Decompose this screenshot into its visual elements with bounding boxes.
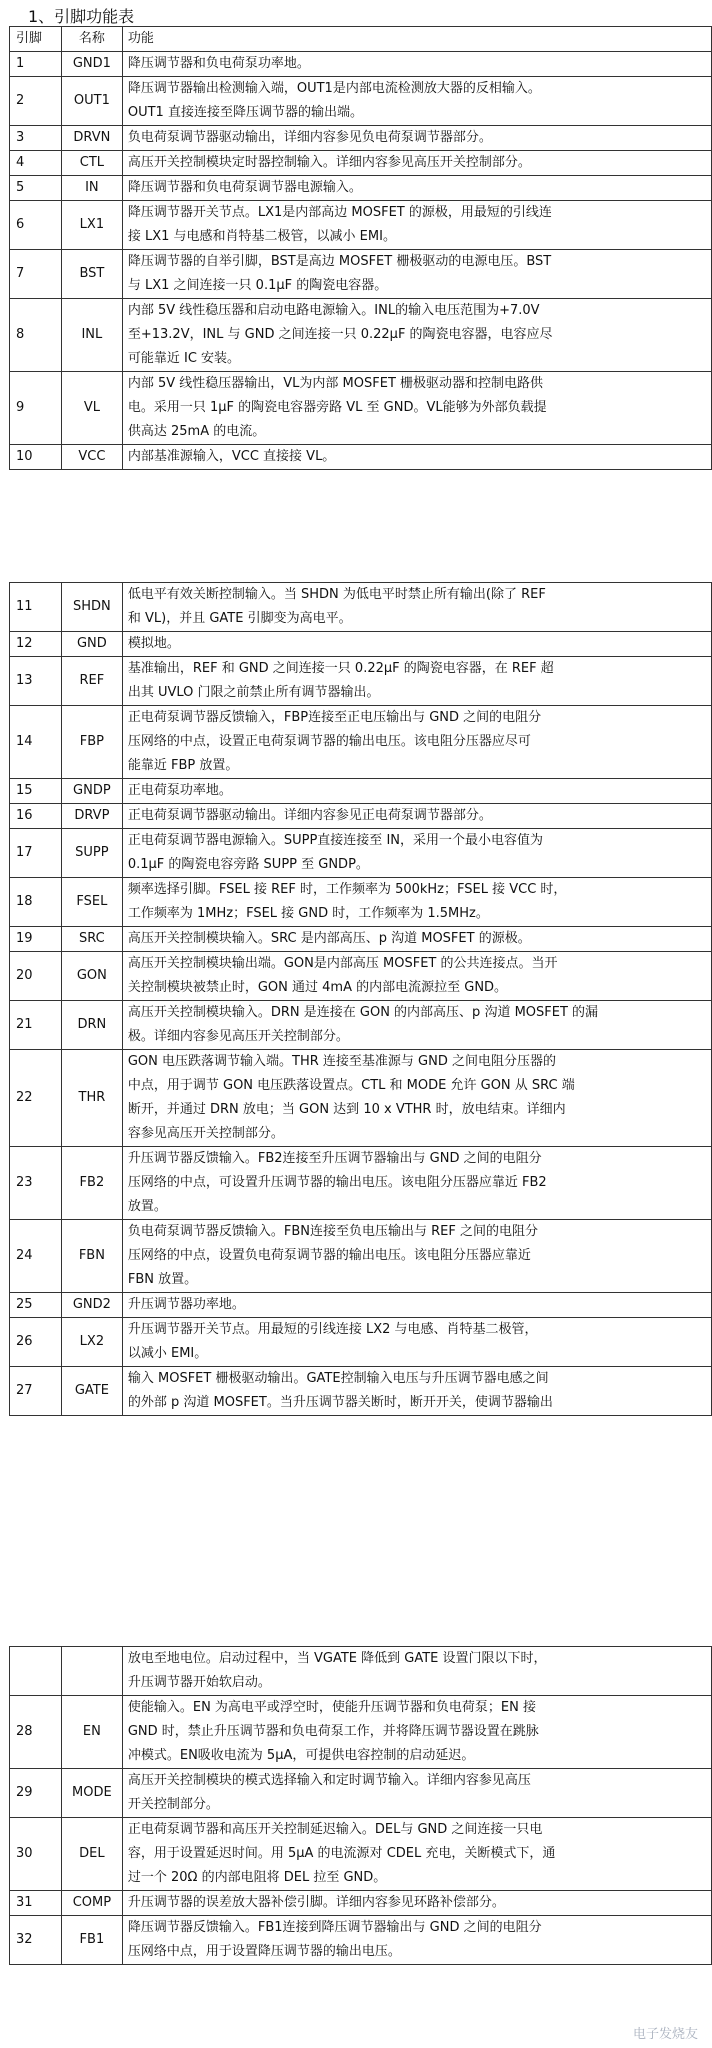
table-row bbox=[10, 201, 712, 250]
pin-name: DEL bbox=[61, 1818, 122, 1891]
pin-number: 13 bbox=[10, 657, 62, 706]
pin-name: THR bbox=[61, 1050, 122, 1147]
pin-number: 28 bbox=[10, 1696, 62, 1769]
pin-name: VCC bbox=[61, 445, 122, 470]
function-line: 负电荷泵调节器反馈输入。FBN连接至负电压输出与 REF 之间的电阻分 bbox=[127, 1224, 538, 1239]
pin-name: INL bbox=[61, 299, 122, 372]
table-row bbox=[10, 1147, 712, 1220]
watermark: 电子发烧友 bbox=[632, 2027, 698, 2042]
pin-number: 1 bbox=[10, 52, 62, 77]
function-line: 模拟地。 bbox=[127, 636, 180, 651]
function-line: 可能靠近 IC 安装。 bbox=[127, 351, 241, 366]
pin-name: OUT1 bbox=[61, 77, 122, 126]
function-line: 工作频率为 1MHz；FSEL 接 GND 时，工作频率为 1.5MHz。 bbox=[127, 906, 489, 921]
pin-number: 29 bbox=[10, 1769, 62, 1818]
function-line: 冲模式。EN吸收电流为 5μA，可提供电容控制的启动延迟。 bbox=[127, 1748, 475, 1763]
function-line: 降压调节器开关节点。LX1是内部高边 MOSFET 的源极，用最短的引线连 bbox=[127, 205, 552, 220]
pin-number: 9 bbox=[10, 372, 62, 445]
pin-number: 22 bbox=[10, 1050, 62, 1147]
pin-function bbox=[122, 151, 711, 176]
function-line: 开关控制部分。 bbox=[127, 1797, 219, 1812]
table-row bbox=[10, 77, 712, 126]
pin-function bbox=[122, 927, 711, 952]
pin-number: 14 bbox=[10, 706, 62, 779]
pin-function bbox=[122, 706, 711, 779]
function-line: 接 LX1 与电感和肖特基二极管，以减小 EMI。 bbox=[127, 229, 396, 244]
pin-name: REF bbox=[61, 657, 122, 706]
pin-name: GND1 bbox=[61, 52, 122, 77]
pin-name: GATE bbox=[61, 1367, 122, 1416]
pin-name: FB2 bbox=[61, 1147, 122, 1220]
pin-name: DRVP bbox=[61, 804, 122, 829]
pin-name: EN bbox=[61, 1696, 122, 1769]
pin-number: 18 bbox=[10, 878, 62, 927]
function-line: 频率选择引脚。FSEL 接 REF 时，工作频率为 500kHz；FSEL 接 VCC 时， bbox=[127, 882, 567, 897]
function-line: 压网络的中点，设置正电荷泵调节器的输出电压。该电阻分压器应尽可 bbox=[127, 734, 531, 749]
header-function: 功能 bbox=[122, 27, 711, 52]
pin-number: 12 bbox=[10, 632, 62, 657]
pin-function bbox=[122, 583, 711, 632]
function-line: 容参见高压开关控制部分。 bbox=[127, 1126, 284, 1141]
function-line: 出其 UVLO 门限之前禁止所有调节器输出。 bbox=[127, 685, 380, 700]
table-row bbox=[10, 250, 712, 299]
table-row bbox=[10, 151, 712, 176]
table-row bbox=[10, 1367, 712, 1416]
pin-function bbox=[122, 1696, 711, 1769]
function-line: 高压开关控制模块输入。DRN 是连接在 GON 的内部高压、p 沟道 MOSFET 的漏 bbox=[127, 1005, 599, 1020]
pin-function bbox=[122, 299, 711, 372]
pin-name: DRVN bbox=[61, 126, 122, 151]
pin-name: GND2 bbox=[61, 1293, 122, 1318]
function-line: 和 VL)，并且 GATE 引脚变为高电平。 bbox=[127, 611, 352, 626]
pin-function bbox=[122, 1769, 711, 1818]
pin-name: CTL bbox=[61, 151, 122, 176]
header-pin: 引脚 bbox=[10, 27, 62, 52]
pin-number: 7 bbox=[10, 250, 62, 299]
table-row bbox=[10, 1001, 712, 1050]
pin-number: 16 bbox=[10, 804, 62, 829]
pin-number: 17 bbox=[10, 829, 62, 878]
pin-name: FB1 bbox=[61, 1916, 122, 1965]
function-line: 降压调节器反馈输入。FB1连接到降压调节器输出与 GND 之间的电阻分 bbox=[127, 1920, 542, 1935]
table-row bbox=[10, 52, 712, 77]
pin-name: SHDN bbox=[61, 583, 122, 632]
pin-name: FSEL bbox=[61, 878, 122, 927]
function-line: 升压调节器功率地。 bbox=[127, 1297, 245, 1312]
function-line: 降压调节器和负电荷泵功率地。 bbox=[127, 56, 310, 71]
pin-table-part1 bbox=[9, 26, 712, 470]
pin-number: 25 bbox=[10, 1293, 62, 1318]
pin-number: 6 bbox=[10, 201, 62, 250]
table-row bbox=[10, 1050, 712, 1147]
pin-function bbox=[122, 1367, 711, 1416]
function-line: 压网络的中点，设置负电荷泵调节器的输出电压。该电阻分压器应靠近 bbox=[127, 1248, 531, 1263]
pin-number: 15 bbox=[10, 779, 62, 804]
table-row bbox=[10, 176, 712, 201]
pin-name: BST bbox=[61, 250, 122, 299]
function-line: 正电荷泵调节器和高压开关控制延迟输入。DEL与 GND 之间连接一只电 bbox=[127, 1822, 543, 1837]
pin-number: 5 bbox=[10, 176, 62, 201]
page-title: 1、引脚功能表 bbox=[28, 7, 135, 26]
pin-table-part2 bbox=[9, 582, 712, 1416]
pin-number: 30 bbox=[10, 1818, 62, 1891]
function-line: 能靠近 FBP 放置。 bbox=[127, 758, 239, 773]
pin-number: 11 bbox=[10, 583, 62, 632]
table-row bbox=[10, 632, 712, 657]
pin-number: 19 bbox=[10, 927, 62, 952]
pin-function bbox=[122, 176, 711, 201]
function-line: 负电荷泵调节器驱动输出，详细内容参见负电荷泵调节器部分。 bbox=[127, 130, 492, 145]
pin-number: 23 bbox=[10, 1147, 62, 1220]
pin-function bbox=[122, 1001, 711, 1050]
pin-function bbox=[122, 201, 711, 250]
function-line: 至+13.2V，INL 与 GND 之间连接一只 0.22μF 的陶瓷电容器，电容应尽 bbox=[127, 327, 553, 342]
table-row bbox=[10, 583, 712, 632]
table-row bbox=[10, 445, 712, 470]
function-line: 基准输出，REF 和 GND 之间连接一只 0.22μF 的陶瓷电容器，在 REF 超 bbox=[127, 661, 554, 676]
pin-function bbox=[122, 657, 711, 706]
pin-name: SUPP bbox=[61, 829, 122, 878]
pin-function bbox=[122, 1891, 711, 1916]
pin-function bbox=[122, 372, 711, 445]
table-row bbox=[10, 1293, 712, 1318]
function-line: 正电荷泵功率地。 bbox=[127, 783, 232, 798]
pin-function bbox=[122, 126, 711, 151]
pin-name: GON bbox=[61, 952, 122, 1001]
pin-name: LX1 bbox=[61, 201, 122, 250]
pin-name: SRC bbox=[61, 927, 122, 952]
pin-name bbox=[61, 1647, 122, 1696]
table-row bbox=[10, 299, 712, 372]
table-row bbox=[10, 1318, 712, 1367]
pin-number: 32 bbox=[10, 1916, 62, 1965]
function-line: 压网络的中点，可设置升压调节器的输出电压。该电阻分压器应靠近 FB2 bbox=[127, 1175, 547, 1190]
pin-number: 2 bbox=[10, 77, 62, 126]
pin-function bbox=[122, 804, 711, 829]
pin-function bbox=[122, 878, 711, 927]
table-row bbox=[10, 1818, 712, 1891]
function-line: 内部 5V 线性稳压器输出，VL为内部 MOSFET 栅极驱动器和控制电路供 bbox=[127, 376, 544, 391]
pin-function bbox=[122, 1220, 711, 1293]
pin-name: IN bbox=[61, 176, 122, 201]
table-row bbox=[10, 1891, 712, 1916]
pin-function bbox=[122, 52, 711, 77]
table-row bbox=[10, 1647, 712, 1696]
function-line: 断开，并通过 DRN 放电；当 GON 达到 10 x VTHR 时，放电结束。详细内 bbox=[127, 1102, 566, 1117]
pin-name: GND bbox=[61, 632, 122, 657]
pin-name: LX2 bbox=[61, 1318, 122, 1367]
function-line: 压网络中点，用于设置降压调节器的输出电压。 bbox=[127, 1944, 401, 1959]
pin-function bbox=[122, 779, 711, 804]
function-line: 极。详细内容参见高压开关控制部分。 bbox=[127, 1029, 349, 1044]
pin-function bbox=[122, 1818, 711, 1891]
pin-function bbox=[122, 77, 711, 126]
function-line: 的外部 p 沟道 MOSFET。当升压调节器关断时，断开开关，使调节器输出 bbox=[127, 1395, 553, 1410]
table-row bbox=[10, 952, 712, 1001]
pin-number: 31 bbox=[10, 1891, 62, 1916]
table-row bbox=[10, 927, 712, 952]
function-line: 放电至地电位。启动过程中，当 VGATE 降低到 GATE 设置门限以下时， bbox=[127, 1651, 547, 1666]
function-line: 升压调节器开关节点。用最短的引线连接 LX2 与电感、肖特基二极管， bbox=[127, 1322, 538, 1337]
pin-number: 27 bbox=[10, 1367, 62, 1416]
function-line: 高压开关控制模块定时器控制输入。详细内容参见高压开关控制部分。 bbox=[127, 155, 531, 170]
table-row bbox=[10, 829, 712, 878]
pin-function bbox=[122, 1050, 711, 1147]
function-line: 内部 5V 线性稳压器和启动电路电源输入。INL的输入电压范围为+7.0V bbox=[127, 303, 540, 318]
table-row bbox=[10, 804, 712, 829]
pin-number: 21 bbox=[10, 1001, 62, 1050]
function-line: 过一个 20Ω 的内部电阻将 DEL 拉至 GND。 bbox=[127, 1870, 387, 1885]
pin-number: 20 bbox=[10, 952, 62, 1001]
pin-name: COMP bbox=[61, 1891, 122, 1916]
function-line: 使能输入。EN 为高电平或浮空时，使能升压调节器和负电荷泵；EN 接 bbox=[127, 1700, 537, 1715]
table-row bbox=[10, 657, 712, 706]
pin-function bbox=[122, 1293, 711, 1318]
table-row bbox=[10, 779, 712, 804]
function-line: 电。采用一只 1μF 的陶瓷电容器旁路 VL 至 GND。VL能够为外部负载提 bbox=[127, 400, 547, 415]
function-line: 正电荷泵调节器驱动输出。详细内容参见正电荷泵调节器部分。 bbox=[127, 808, 492, 823]
function-line: 降压调节器和负电荷泵调节器电源输入。 bbox=[127, 180, 362, 195]
function-line: 降压调节器输出检测输入端，OUT1是内部电流检测放大器的反相输入。 bbox=[127, 81, 541, 96]
pin-function bbox=[122, 952, 711, 1001]
table-row bbox=[10, 878, 712, 927]
function-line: 容，用于设置延迟时间。用 5μA 的电流源对 CDEL 充电，关断模式下，通 bbox=[127, 1846, 556, 1861]
table-row bbox=[10, 1916, 712, 1965]
table-row bbox=[10, 126, 712, 151]
pin-function bbox=[122, 1647, 711, 1696]
function-line: 0.1μF 的陶瓷电容旁路 SUPP 至 GNDP。 bbox=[127, 857, 369, 872]
pin-number: 3 bbox=[10, 126, 62, 151]
pin-function bbox=[122, 632, 711, 657]
pin-function bbox=[122, 250, 711, 299]
pin-function bbox=[122, 1916, 711, 1965]
pin-name: GNDP bbox=[61, 779, 122, 804]
function-line: FBN 放置。 bbox=[127, 1272, 198, 1287]
pin-number: 4 bbox=[10, 151, 62, 176]
function-line: 关控制模块被禁止时，GON 通过 4mA 的内部电流源拉至 GND。 bbox=[127, 980, 508, 995]
function-line: 低电平有效关断控制输入。当 SHDN 为低电平时禁止所有输出(除了 REF bbox=[127, 587, 546, 602]
function-line: 高压开关控制模块输出端。GON是内部高压 MOSFET 的公共连接点。当开 bbox=[127, 956, 558, 971]
table-row bbox=[10, 1769, 712, 1818]
function-line: 输入 MOSFET 栅极驱动输出。GATE控制输入电压与升压调节器电感之间 bbox=[127, 1371, 549, 1386]
table-header-row bbox=[10, 27, 712, 52]
function-line: 高压开关控制模块输入。SRC 是内部高压、p 沟道 MOSFET 的源极。 bbox=[127, 931, 531, 946]
header-name: 名称 bbox=[61, 27, 122, 52]
pin-name: DRN bbox=[61, 1001, 122, 1050]
pin-number: 8 bbox=[10, 299, 62, 372]
function-line: 与 LX1 之间连接一只 0.1μF 的陶瓷电容器。 bbox=[127, 278, 388, 293]
pin-name: VL bbox=[61, 372, 122, 445]
pin-name: FBN bbox=[61, 1220, 122, 1293]
function-line: 供高达 25mA 的电流。 bbox=[127, 424, 266, 439]
pin-function bbox=[122, 445, 711, 470]
function-line: 正电荷泵调节器反馈输入，FBP连接至正电压输出与 GND 之间的电阻分 bbox=[127, 710, 542, 725]
pin-table-part3 bbox=[9, 1646, 712, 1965]
pin-function bbox=[122, 1318, 711, 1367]
pin-number: 10 bbox=[10, 445, 62, 470]
pin-number: 24 bbox=[10, 1220, 62, 1293]
table-row bbox=[10, 1220, 712, 1293]
pin-function bbox=[122, 829, 711, 878]
function-line: GND 时，禁止升压调节器和负电荷泵工作，并将降压调节器设置在跳脉 bbox=[127, 1724, 539, 1739]
function-line: 放置。 bbox=[127, 1199, 167, 1214]
function-line: 升压调节器开始软启动。 bbox=[127, 1675, 271, 1690]
function-line: 正电荷泵调节器电源输入。SUPP直接连接至 IN，采用一个最小电容值为 bbox=[127, 833, 543, 848]
function-line: OUT1 直接连接至降压调节器的输出端。 bbox=[127, 105, 363, 120]
function-line: 以减小 EMI。 bbox=[127, 1346, 208, 1361]
function-line: 升压调节器的误差放大器补偿引脚。详细内容参见环路补偿部分。 bbox=[127, 1895, 505, 1910]
function-line: 高压开关控制模块的模式选择输入和定时调节输入。详细内容参见高压 bbox=[127, 1773, 531, 1788]
function-line: 升压调节器反馈输入。FB2连接至升压调节器输出与 GND 之间的电阻分 bbox=[127, 1151, 542, 1166]
function-line: 降压调节器的自举引脚，BST是高边 MOSFET 栅极驱动的电源电压。BST bbox=[127, 254, 552, 269]
pin-number: 26 bbox=[10, 1318, 62, 1367]
function-line: 内部基准源输入，VCC 直接接 VL。 bbox=[127, 449, 336, 464]
pin-name: FBP bbox=[61, 706, 122, 779]
pin-number bbox=[10, 1647, 62, 1696]
pin-name: MODE bbox=[61, 1769, 122, 1818]
pin-function bbox=[122, 1147, 711, 1220]
function-line: 中点，用于调节 GON 电压跌落设置点。CTL 和 MODE 允许 GON 从 SRC 端 bbox=[127, 1078, 575, 1093]
table-row bbox=[10, 372, 712, 445]
function-line: GON 电压跌落调节输入端。THR 连接至基准源与 GND 之间电阻分压器的 bbox=[127, 1054, 556, 1069]
table-row bbox=[10, 1696, 712, 1769]
table-row bbox=[10, 706, 712, 779]
